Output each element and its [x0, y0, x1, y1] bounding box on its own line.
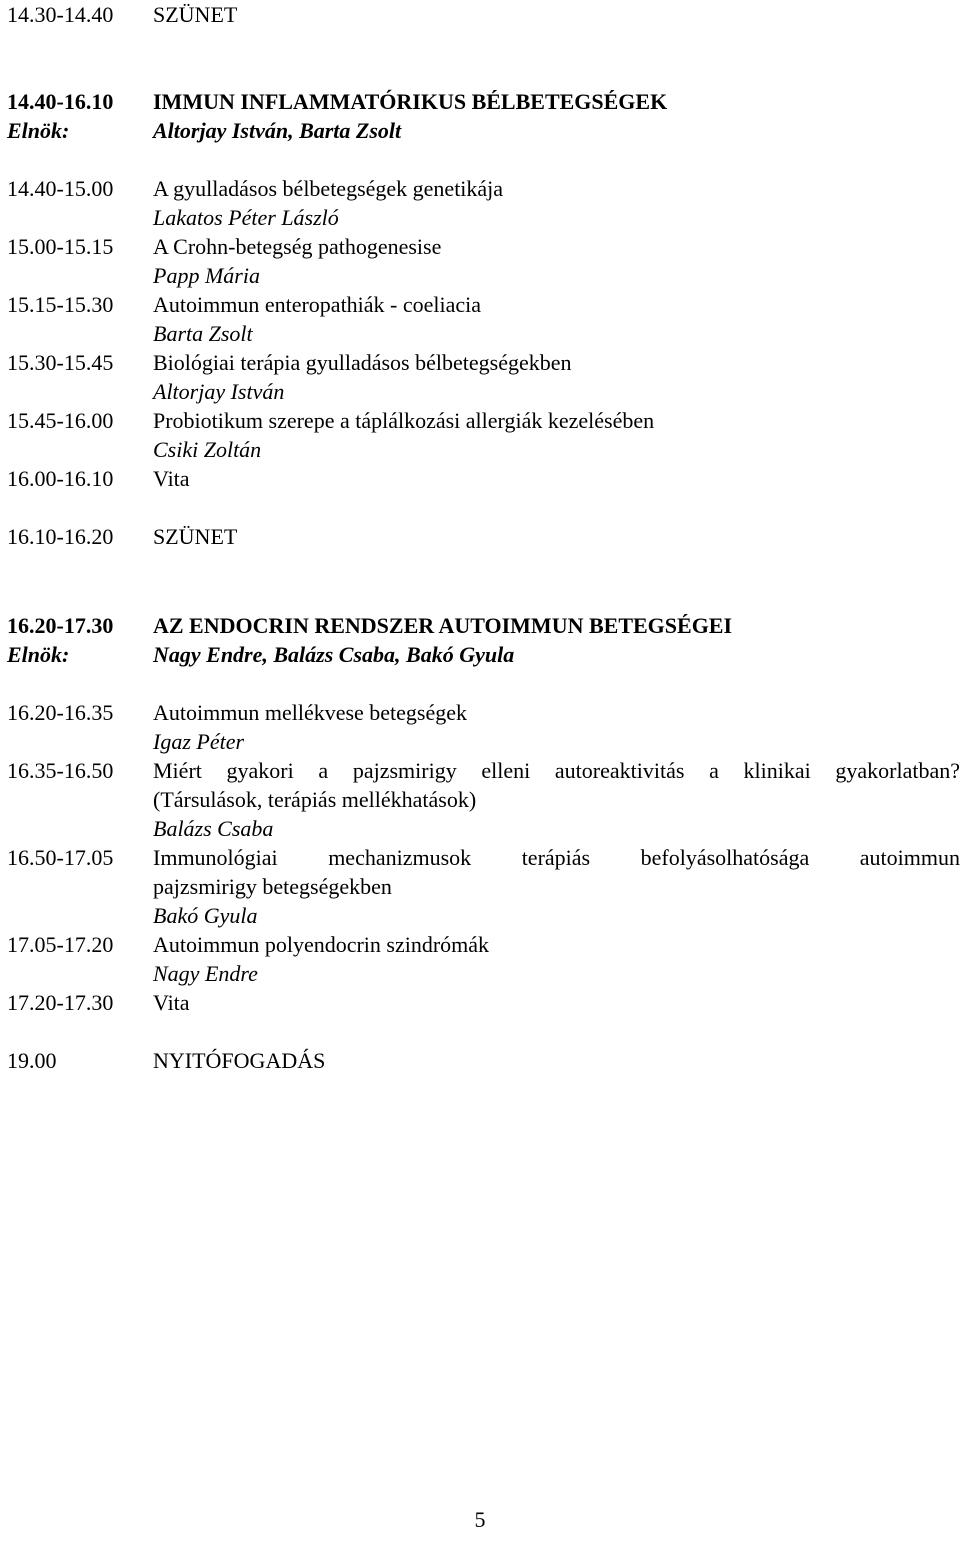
talk-row	[7, 930, 960, 960]
talk-time: 15.15-15.30	[7, 292, 114, 317]
talk-row	[7, 698, 960, 728]
talk-title: A Crohn-betegség pathogenesise	[153, 234, 442, 259]
talk-time: 16.35-16.50	[7, 758, 114, 783]
talk-row	[7, 348, 960, 378]
time-slot: 16.10-16.20	[7, 524, 114, 549]
chairs-names: Altorjay István, Barta Zsolt	[153, 118, 402, 143]
talk-title: Probiotikum szerepe a táplálkozási allergiák kezelésében	[153, 408, 655, 433]
session-header-endocrine	[7, 611, 960, 641]
talk-time: 16.50-17.05	[7, 845, 114, 870]
talk-time: 17.05-17.20	[7, 932, 114, 957]
discussion-row	[7, 464, 960, 494]
discussion-row	[7, 988, 960, 1018]
speaker-name: Nagy Endre	[153, 961, 258, 986]
talk-title: Immunológiai mechanizmusok terápiás befolyásolhatósága autoimmun	[153, 845, 960, 870]
talk-title: Miért gyakori a pajzsmirigy elleni autoreaktivitás a klinikai gyakorlatban?	[153, 758, 960, 783]
schedule-row-reception	[7, 1046, 960, 1076]
speaker-row	[7, 435, 960, 465]
talk-row	[7, 290, 960, 320]
speaker-name: Barta Zsolt	[153, 321, 253, 346]
speaker-row	[7, 261, 960, 291]
time-slot: 14.30-14.40	[7, 2, 114, 27]
talk-row	[7, 843, 960, 873]
speaker-row	[7, 377, 960, 407]
speaker-name: Papp Mária	[153, 263, 260, 288]
talk-title-continuation	[7, 785, 960, 815]
schedule-row-break-1	[7, 0, 960, 30]
talk-time: 16.20-16.35	[7, 700, 114, 725]
speaker-name: Balázs Csaba	[153, 816, 274, 841]
session-time: 16.20-17.30	[7, 613, 114, 638]
talk-title: Autoimmun mellékvese betegségek	[153, 700, 468, 725]
talk-row	[7, 232, 960, 262]
talk-row	[7, 406, 960, 436]
chairs-names: Nagy Endre, Balázs Csaba, Bakó Gyula	[153, 642, 515, 667]
speaker-row	[7, 203, 960, 233]
break-label: SZÜNET	[153, 524, 238, 549]
chairs-label: Elnök:	[7, 118, 70, 143]
speaker-row	[7, 814, 960, 844]
talk-time: 14.40-15.00	[7, 176, 114, 201]
session-header-ibd	[7, 87, 960, 117]
speaker-name: Altorjay István	[153, 379, 285, 404]
session-time: 14.40-16.10	[7, 89, 114, 114]
talk-time: 15.00-15.15	[7, 234, 114, 259]
speaker-row	[7, 319, 960, 349]
break-label: SZÜNET	[153, 2, 238, 27]
talk-title-continuation	[7, 872, 960, 902]
speaker-name: Bakó Gyula	[153, 903, 258, 928]
reception-label: NYITÓFOGADÁS	[153, 1048, 326, 1073]
session-chairs-ibd	[7, 116, 960, 146]
talk-time: 15.45-16.00	[7, 408, 114, 433]
time-slot: 19.00	[7, 1048, 57, 1073]
speaker-name: Csiki Zoltán	[153, 437, 262, 462]
talk-title: Autoimmun polyendocrin szindrómák	[153, 932, 490, 957]
talk-subtitle: (Társulások, terápiás mellékhatások)	[153, 787, 477, 812]
talk-row	[7, 756, 960, 786]
speaker-row	[7, 901, 960, 931]
talk-title: Biológiai terápia gyulladásos bélbetegségekben	[153, 350, 572, 375]
talk-title: A gyulladásos bélbetegségek genetikája	[153, 176, 504, 201]
speaker-row	[7, 727, 960, 757]
talk-time: 16.00-16.10	[7, 466, 114, 491]
schedule-row-break-2	[7, 522, 960, 552]
speaker-row	[7, 959, 960, 989]
session-title: AZ ENDOCRIN RENDSZER AUTOIMMUN BETEGSÉGEI	[153, 613, 733, 638]
discussion-label: Vita	[153, 466, 190, 491]
page-number: 5	[474, 1507, 486, 1532]
talk-title: Autoimmun enteropathiák - coeliacia	[153, 292, 482, 317]
talk-row	[7, 174, 960, 204]
session-chairs-endocrine	[7, 640, 960, 670]
chairs-label: Elnök:	[7, 642, 70, 667]
discussion-label: Vita	[153, 990, 190, 1015]
session-title: IMMUN INFLAMMATÓRIKUS BÉLBETEGSÉGEK	[153, 89, 668, 114]
speaker-name: Lakatos Péter László	[153, 205, 339, 230]
speaker-name: Igaz Péter	[153, 729, 245, 754]
talk-time: 17.20-17.30	[7, 990, 114, 1015]
talk-title-line-2: pajzsmirigy betegségekben	[153, 874, 392, 899]
talk-time: 15.30-15.45	[7, 350, 114, 375]
